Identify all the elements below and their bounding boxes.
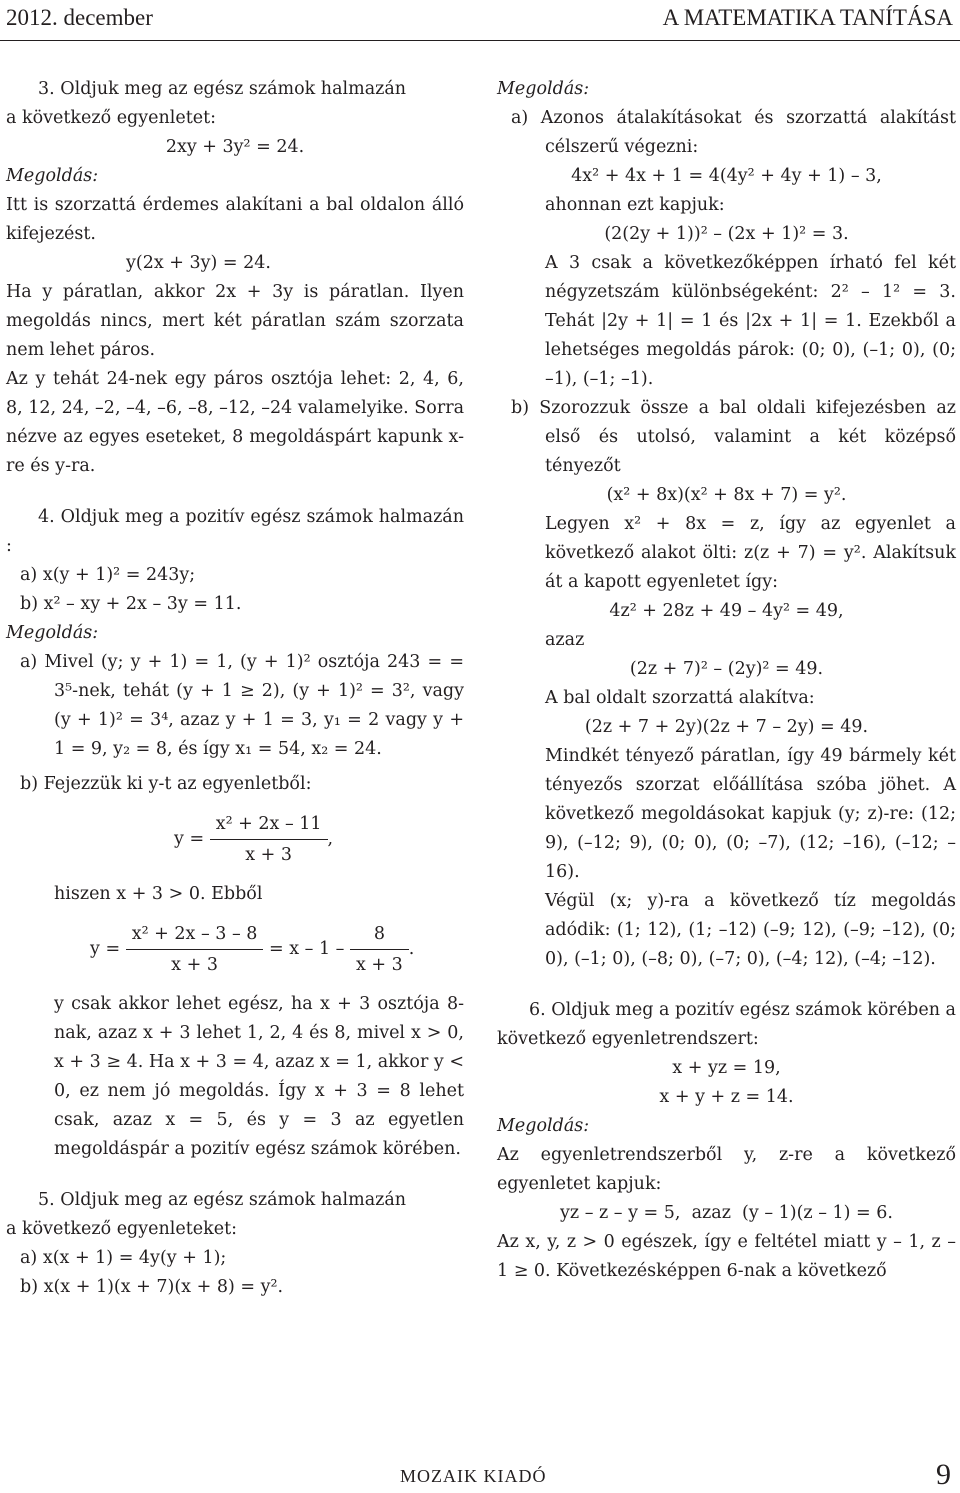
problem-4-part-b: b) x² – xy + 2x – 3y = 11. — [20, 594, 242, 614]
problem-4-part-a: a) x(y + 1)² = 243y; — [20, 565, 196, 585]
problem-5-part-b: b) x(x + 1)(x + 7)(x + 8) = y². — [20, 1277, 284, 1297]
solution-label: Megoldás: — [6, 166, 99, 186]
fraction-numerator: x² + 2x – 3 – 8 — [126, 919, 264, 950]
problem-3-equation-2: y(2x + 3y) = 24. — [126, 253, 271, 273]
equation-1: 4x² + 4x + 1 = 4(4y² + 4y + 1) – 3, — [571, 166, 882, 186]
header-date: 2012. december — [6, 5, 153, 30]
problem-4-solution-a: a) Mivel (y; y + 1) = 1, (y + 1)² osztója 243 = = 3⁵-nek, tehát (y + 1 ≥ 2), (y + 1)² = 3², vagy (y + 1)² = 3⁴, azaz y + 1 = 3, y₁ = 2 vagy y + 1 = 9, y₂ = 8, és így x₁ = 54, x₂ = 24. — [20, 652, 464, 759]
text-8: Az egyenletrendszerből y, z-re a következő egyenletet kapjuk: — [497, 1145, 956, 1194]
formula-punct: , — [327, 829, 334, 849]
solution-label: Megoldás: — [497, 79, 590, 99]
formula-punct: . — [408, 939, 415, 959]
fraction-denominator: x + 3 — [171, 955, 218, 975]
text-4: azaz — [545, 630, 585, 650]
equation-2: (2(2y + 1))² – (2x + 1)² = 3. — [604, 224, 849, 244]
problem-6-intro: 6. Oldjuk meg a pozitív egész számok körében a következő egyenletrendszert: — [497, 1000, 956, 1049]
text-6: Mindkét tényező páratlan, így 49 bármely két tényezős szorzat előállítása szóba jöhet. A következő megoldásokat kapjuk (y; z)-re: (12; 9), (–12; 9), (0; 0), (0; –7), (12; –16), (–12; –16). — [545, 746, 956, 882]
problem-5-solution-a: a) Azonos átalakításokat és szorzattá alakítást célszerű végezni: — [511, 108, 956, 157]
fraction — [126, 919, 264, 980]
formula-lhs: y = — [90, 939, 121, 959]
fraction-numerator: x² + 2x – 11 — [210, 809, 328, 840]
equation-6: (2z + 7 + 2y)(2z + 7 – 2y) = 49. — [584, 717, 869, 737]
problem-3-intro: 3. Oldjuk meg az egész számok halmazán — [38, 79, 407, 99]
equation-4: 4z² + 28z + 49 – 4y² = 49, — [609, 601, 844, 621]
fraction-numerator: 8 — [350, 919, 409, 950]
fraction-denominator: x + 3 — [355, 955, 403, 975]
formula-y-expanded — [6, 919, 464, 980]
problem-3-text-2: Ha y páratlan, akkor 2x + 3y is páratlan. Ilyen megoldás nincs, mert két páratlan szám szorzata nem lehet páros. — [6, 282, 464, 360]
header-journal-title: A MATEMATIKA TANÍTÁSA — [662, 5, 953, 30]
page-footer — [0, 1458, 960, 1493]
text-7: Végül (x; y)-ra a következő tíz megoldás adódik: (1; 12), (1; –12) (–9; 12), (–9; –12), (0; 0), (–1; 0), (–8; 0), (–7; 0), (–4; 12), (–4; –12). — [545, 891, 956, 969]
page-header — [0, 0, 960, 40]
text-5: A bal oldalt szorzattá alakítva: — [545, 688, 815, 708]
problem-3-text-1: Itt is szorzattá érdemes alakítani a bal oldalon álló kifejezést. — [6, 195, 464, 244]
problem-3-intro-cont: a következő egyenletet: — [6, 108, 217, 128]
formula-lhs: y = — [174, 829, 205, 849]
fraction — [350, 919, 409, 980]
equation-3: (x² + 8x)(x² + 8x + 7) = y². — [606, 485, 847, 505]
solution-label: Megoldás: — [6, 623, 99, 643]
equation-8: x + y + z = 14. — [659, 1087, 794, 1107]
equation-9: yz – z – y = 5, azaz (y – 1)(z – 1) = 6. — [560, 1203, 893, 1223]
page-number: 9 — [936, 1458, 951, 1491]
problem-4-text-1: hiszen x + 3 > 0. Ebből — [54, 884, 263, 904]
problem-4-intro: 4. Oldjuk meg a pozitív egész számok halmazán : — [6, 507, 464, 556]
problem-5-solution-b: b) Szorozzuk össze a bal oldali kifejezésben az első és utolsó, valamint a két középső tényezőt — [511, 398, 956, 476]
right-column — [497, 75, 956, 1286]
fraction-denominator: x + 3 — [245, 845, 293, 865]
text-2: A 3 csak a következőképpen írható fel két négyzetszám különbségeként: 2² – 1² = 3. Tehát |2y + 1| = 1 és |2x + 1| = 1. Ezekből a lehetséges megoldás párok: (0; 0), (–1; 0), (0; –1), (–1; –1). — [545, 253, 956, 389]
problem-3-text-3: Az y tehát 24-nek egy páros osztója lehet: 2, 4, 6, 8, 12, 24, –2, –4, –6, –8, –12, –24 valamelyike. Sorra nézve az egyes eseteket, 8 megoldáspárt kapunk x-re és y-ra. — [6, 369, 464, 476]
solution-label: Megoldás: — [497, 1116, 590, 1136]
publisher-name: MOZAIK KIADÓ — [400, 1466, 547, 1486]
problem-4-solution-b: b) Fejezzük ki y-t az egyenletből: — [20, 774, 312, 794]
text-9: Az x, y, z > 0 egészek, így e feltétel miatt y – 1, z – 1 ≥ 0. Következésképpen 6-nak a következő — [497, 1232, 956, 1281]
formula-middle: = x – 1 – — [268, 939, 345, 959]
text-1: ahonnan ezt kapjuk: — [545, 195, 725, 215]
equation-7: x + yz = 19, — [672, 1058, 781, 1078]
problem-3-equation: 2xy + 3y² = 24. — [165, 137, 305, 157]
fraction — [210, 809, 328, 870]
equation-5: (2z + 7)² – (2y)² = 49. — [629, 659, 824, 679]
formula-y-fraction — [6, 809, 464, 870]
text-3: Legyen x² + 8x = z, így az egyenlet a következő alakot ölti: z(z + 7) = y². Alakítsuk át a kapott egyenletet így: — [545, 514, 956, 592]
problem-5-part-a: a) x(x + 1) = 4y(y + 1); — [20, 1248, 227, 1268]
problem-5-intro: 5. Oldjuk meg az egész számok halmazán — [38, 1190, 407, 1210]
problem-4-text-2: y csak akkor lehet egész, ha x + 3 osztója 8-nak, azaz x + 3 lehet 1, 2, 4 és 8, mivel x > 0, x + 3 ≥ 4. Ha x + 3 = 4, azaz x = 1, akkor y < 0, ez nem jó megoldás. Így x + 3 = 8 lehet csak, azaz x = 5, és y = 3 az egyetlen megoldáspár a pozitív egész számok körében. — [54, 994, 464, 1159]
problem-5-intro-cont: a következő egyenleteket: — [6, 1219, 237, 1239]
header-rule — [0, 40, 960, 41]
left-column — [6, 75, 464, 1302]
